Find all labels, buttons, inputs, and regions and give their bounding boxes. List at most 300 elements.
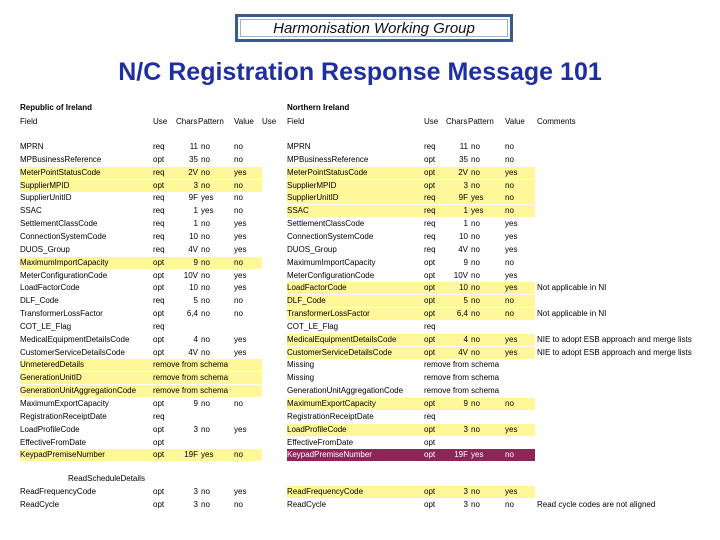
ni-chars: 1 [463,219,468,228]
roi-pattern: no [201,219,210,228]
roi-pattern: no [201,348,210,357]
ni-comment: Read cycle codes are not aligned [537,500,656,509]
roi-chars: 1 [193,219,198,228]
ni-pattern: yes [471,193,484,202]
roi-header-chars: Chars [176,117,198,126]
ni-header-value: Value [505,117,525,126]
ni-value: no [505,206,514,215]
ni-pattern: no [471,309,480,318]
ni-value: no [505,296,514,305]
ni-field: GenerationUnitAggregationCode [287,386,404,395]
ni-comment: NIE to adopt ESB approach and merge lists [537,335,692,344]
ni-use: req [424,142,436,151]
roi-field: DUOS_Group [20,245,70,254]
ni-value: no [505,399,514,408]
ni-chars: 11 [459,142,468,151]
ni-value: yes [505,425,518,434]
ni-chars: 4V [458,245,468,254]
ni-header-row [0,116,720,128]
roi-field: ReadCycle [20,500,60,509]
roi-pattern: no [201,425,210,434]
ni-value: no [505,449,533,461]
roi-field: DLF_Code [20,296,59,305]
ni-field: MPBusinessReference [287,155,369,164]
ni-value: yes [505,232,518,241]
roi-header-value: Value [234,117,254,126]
roi-use: req [153,142,165,151]
ni-header-comments: Comments [537,117,576,126]
ni-field: SSAC [287,206,309,215]
ni-use: opt [424,425,436,434]
ni-chars: 1 [463,206,468,215]
roi-pattern [201,321,234,333]
roi-section-label: Republic of Ireland [20,103,93,112]
roi-chars: 3 [193,181,198,190]
ni-value: no [505,155,514,164]
roi-use: opt [153,283,165,292]
roi-use: opt [153,425,165,434]
ni-pattern: no [471,425,480,434]
ni-use: req [424,206,436,215]
roi-use: req [153,206,165,215]
ni-chars: 3 [463,181,468,190]
ni-comment: Not applicable in NI [537,309,607,318]
ni-pattern: no [471,335,480,344]
roi-field: SupplierMPID [20,181,70,190]
ni-pattern: no [471,283,480,292]
table-row [0,244,720,256]
roi-pattern: yes [201,193,214,202]
roi-value: yes [234,487,247,496]
roi-pattern: no [201,232,210,241]
table-row [0,295,720,307]
ni-chars [446,321,468,333]
ni-value: no [505,309,514,318]
ni-use: opt [424,283,436,292]
roi-use: opt [153,309,165,318]
roi-field: MPRN [20,142,44,151]
ni-pattern: yes [471,206,484,215]
page-title: N/C Registration Response Message 101 [118,58,602,86]
roi-chars: 4V [188,245,198,254]
ni-value: no [505,181,514,190]
roi-field: CustomerServiceDetailsCode [20,348,125,357]
ni-use: opt [424,168,436,177]
ni-chars [446,411,468,423]
ni-value: yes [505,283,518,292]
ni-use: opt [424,155,436,164]
ni-field: Missing [287,360,315,369]
ni-pattern: no [471,271,480,280]
roi-chars: 9 [193,258,198,267]
roi-chars: 35 [189,155,198,164]
ni-use: req [424,219,436,228]
ni-chars: 10 [459,232,468,241]
roi-chars: 3 [193,500,198,509]
ni-use: opt [424,309,436,318]
table-row [0,486,720,498]
roi-use: req [153,412,165,421]
ni-pattern: no [471,181,480,190]
roi-pattern: no [201,296,210,305]
ni-use: req [424,322,436,331]
ni-chars: 4V [458,348,468,357]
table-row [0,205,720,217]
roi-pattern: yes [201,450,214,459]
ni-field: EffectiveFromDate [287,438,354,447]
ni-pattern: yes [471,449,504,461]
roi-merged-note: remove from schema [153,360,229,369]
roi-use: opt [153,348,165,357]
ni-value: no [505,500,514,509]
roi-use: opt [153,258,165,267]
ni-field: MedicalEquipmentDetailsCode [287,335,397,344]
ni-pattern: no [471,142,480,151]
roi-chars [176,411,198,423]
ni-pattern: no [471,245,480,254]
roi-value: no [234,206,243,215]
sub-section-label-row [0,473,720,485]
ni-use: opt [424,348,436,357]
table-row [0,411,720,423]
roi-field: MaximumImportCapacity [20,258,109,267]
roi-field: COT_LE_Flag [20,322,72,331]
ni-pattern [471,321,504,333]
ni-pattern [471,437,504,449]
roi-use: opt [153,500,165,509]
table-row [0,437,720,449]
roi-use: req [153,193,165,202]
roi-use: opt [153,155,165,164]
roi-field: UnmeteredDetails [20,360,85,369]
table-row [0,141,720,153]
roi-pattern [201,411,234,423]
ni-field: ReadCycle [287,500,327,509]
roi-field: MPBusinessReference [20,155,102,164]
ni-field: MPRN [287,142,311,151]
roi-field: GenerationUnitID [20,373,82,382]
ni-value: yes [505,348,518,357]
roi-use: req [153,232,165,241]
ni-field: CustomerServiceDetailsCode [287,348,392,357]
roi-field: RegistrationReceiptDate [20,412,107,421]
ni-header-pattern: Pattern [468,117,494,126]
roi-field: GenerationUnitAggregationCode [20,386,137,395]
roi-chars: 5 [193,296,198,305]
table-row [0,347,720,359]
roi-use: opt [153,335,165,344]
roi-use: opt [153,487,165,496]
ni-use: opt [424,296,436,305]
roi-pattern: yes [201,206,214,215]
ni-value: yes [505,168,518,177]
ni-value: yes [505,335,518,344]
roi-chars: 2V [188,168,198,177]
roi-chars: 11 [189,142,198,151]
ni-chars: 10V [453,271,468,280]
ni-use: req [424,245,436,254]
ni-chars: 9F [458,193,468,202]
ni-use: opt [424,438,436,447]
table-row [0,359,720,371]
roi-pattern: no [201,283,210,292]
roi-value: no [234,142,243,151]
roi-chars: 10 [189,232,198,241]
roi-value: yes [234,348,247,357]
ni-use: opt [424,449,446,461]
roi-use: opt [153,399,165,408]
roi-chars: 10V [183,271,198,280]
roi-pattern: no [201,500,210,509]
roi-value: no [234,399,243,408]
table-row [0,385,720,397]
table-row [0,154,720,166]
ni-chars: 4 [463,335,468,344]
roi-field: ConnectionSystemCode [20,232,107,241]
ni-header-chars: Chars [446,117,468,126]
roi-pattern: no [201,271,210,280]
ni-field: SupplierUnitID [287,193,339,202]
table-row [0,308,720,320]
roi-chars: 9F [188,193,198,202]
ni-pattern: no [471,500,480,509]
ni-use: req [424,232,436,241]
ni-pattern: no [471,258,480,267]
ni-field: ConnectionSystemCode [287,232,374,241]
roi-chars: 3 [193,487,198,496]
roi-header-use: Use [153,117,168,126]
roi-chars: 4 [193,335,198,344]
roi-use: opt [153,450,165,459]
roi-chars: 9 [193,399,198,408]
ni-field: RegistrationReceiptDate [287,412,374,421]
ni-field: SettlementClassCode [287,219,365,228]
ni-comment: NIE to adopt ESB approach and merge lists [537,348,692,357]
ni-value: no [505,142,514,151]
roi-field: SSAC [20,206,42,215]
ni-value [505,437,533,449]
roi-use: req [153,322,165,331]
ni-chars: 35 [459,155,468,164]
ni-pattern [471,411,504,423]
table-row [0,192,720,204]
ni-pattern: no [471,399,480,408]
roi-header-pattern: Pattern [198,117,224,126]
ni-field: COT_LE_Flag [287,322,339,331]
roi-value: yes [234,245,247,254]
ni-use: opt [424,271,436,280]
ni-merged-note: remove from schema [424,373,500,382]
roi-use: opt [153,271,165,280]
roi-pattern: no [201,155,210,164]
roi-field: SupplierUnitID [20,193,72,202]
ni-pattern: no [471,296,480,305]
ni-merged-note: remove from schema [424,386,500,395]
roi-chars [176,437,198,449]
ni-field: MaximumExportCapacity [287,399,376,408]
roi-pattern: no [201,245,210,254]
ni-merged-note: remove from schema [424,360,500,369]
roi-chars: 1 [193,206,198,215]
ni-field: DUOS_Group [287,245,337,254]
ni-use: opt [424,399,436,408]
roi-chars: 6,4 [186,309,198,318]
ni-pattern: no [471,168,480,177]
ni-chars: 9 [463,258,468,267]
roi-merged-note: remove from schema [153,386,229,395]
ni-chars: 10 [459,283,468,292]
roi-pattern: no [201,309,210,318]
ni-use: opt [424,487,436,496]
table-row [0,372,720,384]
roi-header-field: Field [20,117,38,126]
ni-field: SupplierMPID [287,181,337,190]
ni-value: yes [505,487,518,496]
table-row [0,180,720,192]
roi-value: yes [234,283,247,292]
roi-chars: 3 [193,425,198,434]
roi-field: MaximumExportCapacity [20,399,109,408]
roi-use: req [153,296,165,305]
ni-value [505,321,533,333]
ni-pattern: no [471,219,480,228]
roi-value: yes [234,232,247,241]
roi-field: MedicalEquipmentDetailsCode [20,335,130,344]
roi-pattern: no [201,181,210,190]
roi-field: TransformerLossFactor [20,309,103,318]
ni-chars: 3 [463,425,468,434]
roi-header-use-2: Use [262,117,277,126]
roi-value [234,437,262,449]
roi-pattern: no [201,399,210,408]
ni-field: DLF_Code [287,296,326,305]
roi-value: no [234,450,243,459]
ni-field: Missing [287,373,315,382]
roi-value: yes [234,335,247,344]
table-row [0,398,720,410]
roi-use: req [153,219,165,228]
table-row [0,424,720,436]
roi-chars: 19F [184,450,198,459]
ni-use: opt [424,335,436,344]
table-row [0,449,720,461]
roi-pattern: no [201,335,210,344]
roi-value: yes [234,168,247,177]
ni-pattern: no [471,487,480,496]
roi-value: no [234,296,243,305]
ni-chars: 19F [446,449,468,461]
roi-value: no [234,181,243,190]
roi-value [234,321,262,333]
ni-value: yes [505,271,518,280]
ni-value: yes [505,245,518,254]
table-row [0,257,720,269]
ni-chars: 2V [458,168,468,177]
roi-field: SettlementClassCode [20,219,98,228]
roi-value: yes [234,425,247,434]
table-row [0,167,720,179]
roi-pattern: no [201,168,210,177]
ni-value: no [505,193,514,202]
ni-field: MeterConfigurationCode [287,271,375,280]
roi-chars: 10 [189,283,198,292]
ni-value: no [505,258,514,267]
table-row [0,218,720,230]
ni-field: ReadFrequencyCode [287,487,364,496]
roi-field: LoadFactorCode [20,283,80,292]
table-row [0,270,720,282]
roi-use: req [153,245,165,254]
roi-use: opt [153,181,165,190]
roi-pattern: no [201,487,210,496]
roi-field: MeterPointStatusCode [20,168,101,177]
roi-value: no [234,193,243,202]
roi-field: MeterConfigurationCode [20,271,108,280]
roi-field: LoadProfileCode [20,425,80,434]
ni-use: req [424,412,436,421]
ni-use: opt [424,500,436,509]
roi-merged-note: remove from schema [153,373,229,382]
roi-value: no [234,155,243,164]
ni-use: req [424,193,436,202]
roi-field: EffectiveFromDate [20,438,87,447]
ni-header-field: Field [287,117,305,126]
roi-sub-section-label: ReadScheduleDetails [68,474,145,483]
ni-pattern: no [471,232,480,241]
table-row [0,499,720,511]
ni-chars: 5 [463,296,468,305]
ni-chars: 3 [463,487,468,496]
roi-pattern: no [201,142,210,151]
ni-pattern: no [471,155,480,164]
roi-chars: 4V [188,348,198,357]
ni-section-label: Northern Ireland [287,103,350,112]
table-row [0,334,720,346]
ni-field: MaximumImportCapacity [287,258,376,267]
ni-chars: 3 [463,500,468,509]
roi-value: no [234,258,243,267]
table-row [0,321,720,333]
roi-chars [176,321,198,333]
ni-field: LoadProfileCode [287,425,347,434]
roi-use: opt [153,438,165,447]
roi-value [234,411,262,423]
banner-text: Harmonisation Working Group [273,19,475,37]
table-row [0,231,720,243]
ni-chars: 9 [463,399,468,408]
ni-comment: Not applicable in NI [537,283,607,292]
roi-pattern [201,437,234,449]
ni-field: MeterPointStatusCode [287,168,368,177]
roi-pattern: no [201,258,210,267]
roi-value: no [234,500,243,509]
roi-field: ReadFrequencyCode [20,487,97,496]
ni-use: opt [424,258,436,267]
ni-chars: 6,4 [456,309,468,318]
ni-field: LoadFactorCode [287,283,347,292]
table-row [0,282,720,294]
roi-value: yes [234,271,247,280]
ni-value [505,411,533,423]
ni-chars [446,437,468,449]
ni-value: yes [505,219,518,228]
ni-field: TransformerLossFactor [287,309,370,318]
ni-header-use: Use [424,117,439,126]
roi-value: yes [234,219,247,228]
ni-use: opt [424,181,436,190]
roi-value: no [234,309,243,318]
roi-use: req [153,168,165,177]
